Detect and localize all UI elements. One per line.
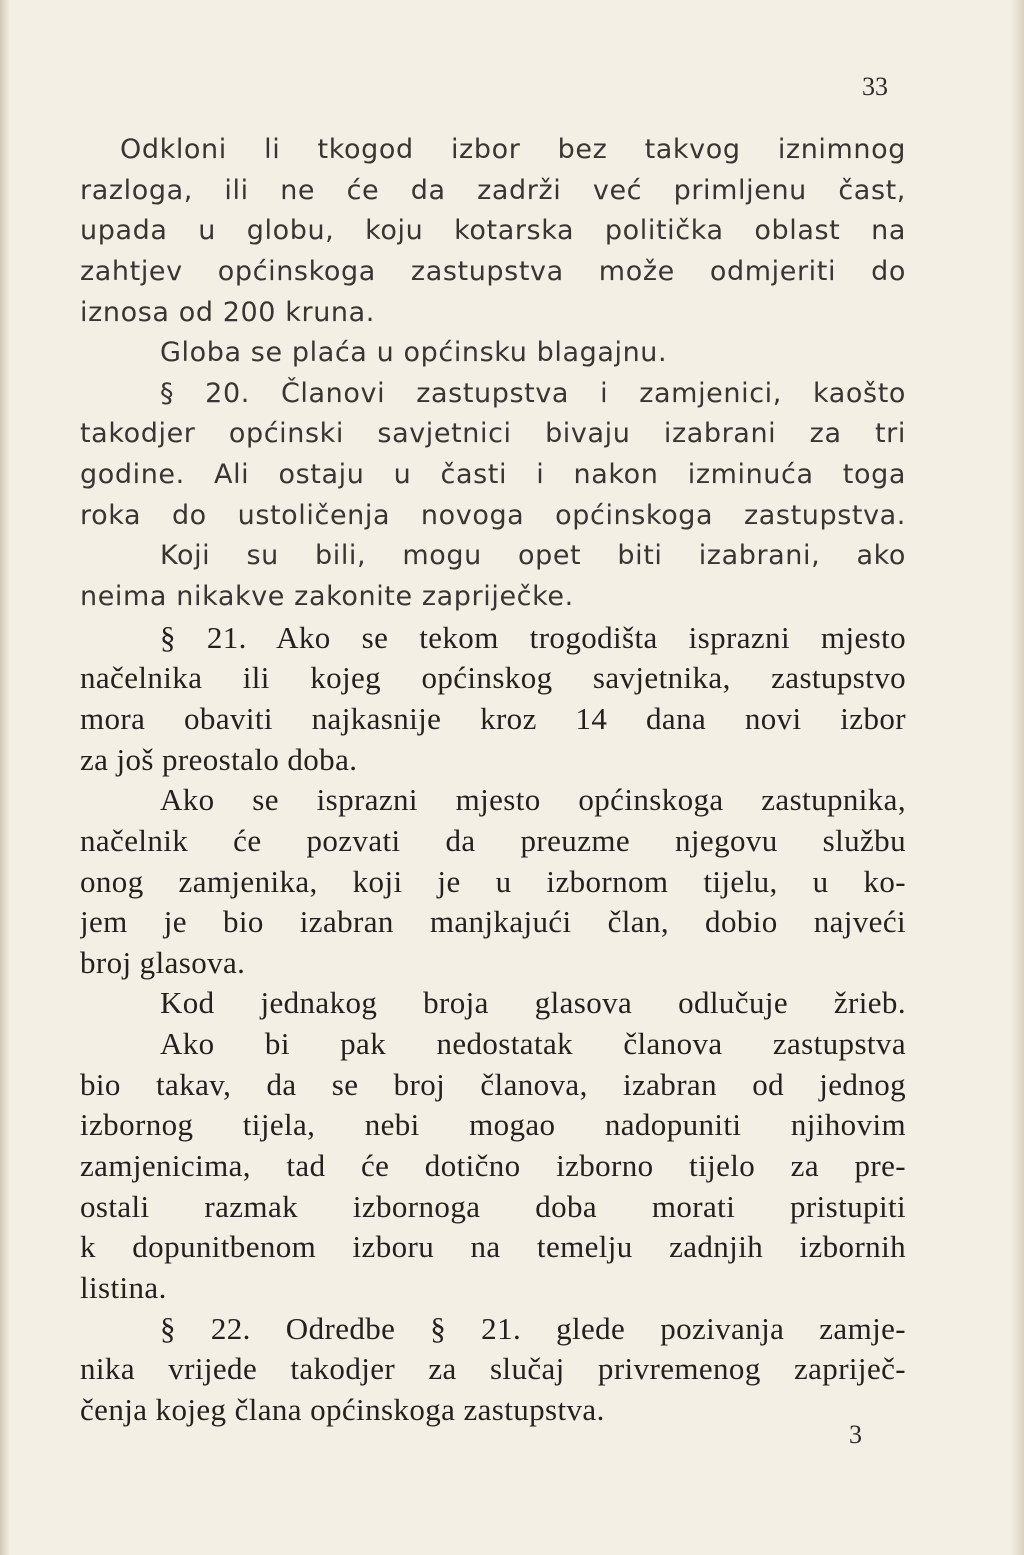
text-line: jem je bio izabran manjkajući član, dobio najveći [80,904,906,940]
text-line: razloga, ili ne će da zadrži već primljenu čast, [80,174,906,206]
text-line: § 21. Ako se tekom trogodišta isprazni mjesto [160,619,906,655]
text-line: čenja kojeg člana općinskoga zastupstva. [80,1391,605,1427]
text-line: zahtjev općinskoga zastupstva može odmjeriti do [80,255,906,287]
text-line: Ako bi pak nedostatak članova zastupstva [160,1026,906,1062]
page-number-bottom: 3 [849,1420,862,1449]
text-line: § 22. Odredbe § 21. glede pozivanja zamje- [160,1310,906,1346]
text-line: izbornog tijela, nebi mogao nadopuniti njihovim [80,1107,906,1143]
text-line: za još preostalo doba. [80,741,358,777]
text-line: roka do ustoličenja novoga općinskoga zastupstva. [80,499,906,531]
text-line: k dopunitbenom izboru na temelju zadnjih izbornih [80,1229,906,1265]
page-number-top: 33 [862,72,888,101]
text-line: onog zamjenika, koji je u izbornom tijelu, u ko- [80,863,906,899]
text-line: Kod jednakog broja glasova odlučuje žrieb. [160,985,906,1021]
text-line: broj glasova. [80,944,246,980]
text-line: takodjer općinski savjetnici bivaju izabrani za tri [80,418,906,450]
text-line: mora obaviti najkasnije kroz 14 dana novi izbor [80,700,906,736]
text-line: Koji su bili, mogu opet biti izabrani, ako [160,540,906,572]
text-line: Odkloni li tkogod izbor bez takvog iznimnog [120,134,906,165]
text-line: Ako se isprazni mjesto općinskoga zastupnika, [160,782,906,818]
text-line: ostali razmak izbornoga doba morati pristupiti [80,1188,906,1224]
page-edge-left [0,0,10,1555]
text-line: Globa se plaća u općinsku blagajnu. [160,337,668,369]
text-line: nika vrijede takodjer za slučaj privremenog zapriječ- [80,1351,906,1387]
text-line: godine. Ali ostaju u časti i nakon izminuća toga [80,459,906,491]
text-line: neima nikakve zakonite zapriječke. [80,581,574,613]
page-edge-right [1010,0,1024,1555]
text-line: bio takav, da se broj članova, izabran od jednog [80,1066,906,1102]
text-line: iznosa od 200 kruna. [80,296,375,328]
text-line: § 20. Članovi zastupstva i zamjenici, kaošto [160,377,906,409]
body-text [80,130,906,1431]
text-line: načelnik će pozvati da preuzme njegovu službu [80,822,906,858]
text-line: listina. [80,1269,167,1305]
text-line: zamjenicima, tad će dotično izborno tijelo za pre- [80,1148,906,1184]
text-line: načelnika ili kojeg općinskog savjetnika, zastupstvo [80,660,906,696]
text-line: upada u globu, koju kotarska politička oblast na [80,215,906,247]
